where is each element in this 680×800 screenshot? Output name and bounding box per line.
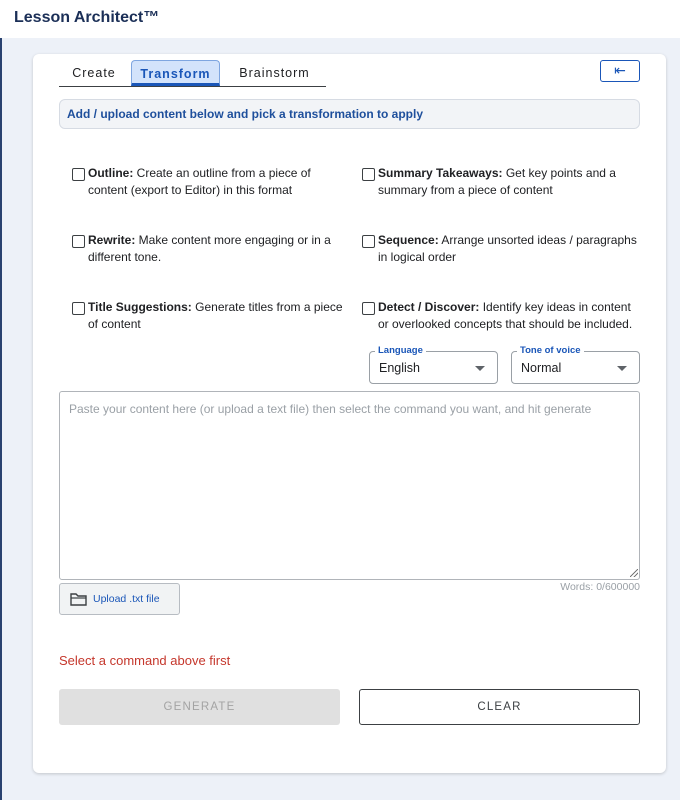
- resize-handle-icon[interactable]: [630, 569, 638, 577]
- command-description: Identify key ideas in content or overlooked concepts that should be included.: [378, 300, 633, 331]
- command-description: Generate titles from a piece of content: [88, 300, 343, 331]
- command-title: Rewrite:: [88, 233, 136, 247]
- command-title: Summary Takeaways:: [378, 166, 503, 180]
- command-description: Get key points and a summary from a piece of content: [378, 166, 616, 197]
- command-summary-takeaways[interactable]: [362, 165, 637, 199]
- chevron-down-icon: [617, 366, 627, 371]
- upload-label: Upload .txt file: [93, 593, 160, 605]
- command-description: Create an outline from a piece of content (export to Editor) in this format: [88, 166, 311, 197]
- app-header: [0, 0, 680, 38]
- left-edge-divider: [0, 38, 2, 800]
- command-title: Outline:: [88, 166, 134, 180]
- generate-button[interactable]: GENERATE: [59, 689, 340, 725]
- command-title: Sequence:: [378, 233, 439, 247]
- collapse-panel-button[interactable]: [600, 60, 640, 82]
- error-message: Select a command above first: [59, 653, 231, 668]
- command-outline[interactable]: [72, 165, 347, 199]
- command-title: Detect / Discover:: [378, 300, 480, 314]
- tone-label: Tone of voice: [517, 345, 584, 357]
- rewrite-checkbox[interactable]: [72, 235, 85, 248]
- word-count: Words: 0/600000: [560, 581, 640, 593]
- command-rewrite[interactable]: [72, 232, 347, 266]
- title-suggestions-checkbox[interactable]: [72, 302, 85, 315]
- tone-select[interactable]: [511, 345, 640, 384]
- tab-bar: [59, 60, 326, 87]
- instruction-banner: Add / upload content below and pick a transformation to apply: [59, 99, 640, 129]
- language-value: English: [379, 361, 420, 375]
- sequence-checkbox[interactable]: [362, 235, 375, 248]
- clear-button[interactable]: CLEAR: [359, 689, 640, 725]
- transform-panel: [33, 54, 666, 773]
- language-label: Language: [375, 345, 426, 357]
- collapse-left-icon: ⇤: [614, 62, 626, 78]
- tone-value: Normal: [521, 361, 562, 375]
- command-title: Title Suggestions:: [88, 300, 192, 314]
- command-description: Arrange unsorted ideas / paragraphs in logical order: [378, 233, 637, 264]
- language-select[interactable]: [369, 345, 498, 384]
- chevron-down-icon: [475, 366, 485, 371]
- detect-discover-checkbox[interactable]: [362, 302, 375, 315]
- command-sequence[interactable]: [362, 232, 637, 266]
- tab-brainstorm[interactable]: Brainstorm: [239, 66, 310, 80]
- command-detect-discover[interactable]: [362, 299, 637, 333]
- command-description: Make content more engaging or in a different tone.: [88, 233, 331, 264]
- folder-icon: [70, 592, 88, 606]
- content-input[interactable]: [59, 391, 640, 580]
- outline-checkbox[interactable]: [72, 168, 85, 181]
- app-title: Lesson Architect™: [14, 9, 160, 26]
- summary-takeaways-checkbox[interactable]: [362, 168, 375, 181]
- command-title-suggestions[interactable]: [72, 299, 347, 333]
- upload-txt-button[interactable]: [59, 583, 180, 615]
- tab-create[interactable]: Create: [72, 66, 116, 80]
- tab-transform[interactable]: Transform: [131, 60, 220, 86]
